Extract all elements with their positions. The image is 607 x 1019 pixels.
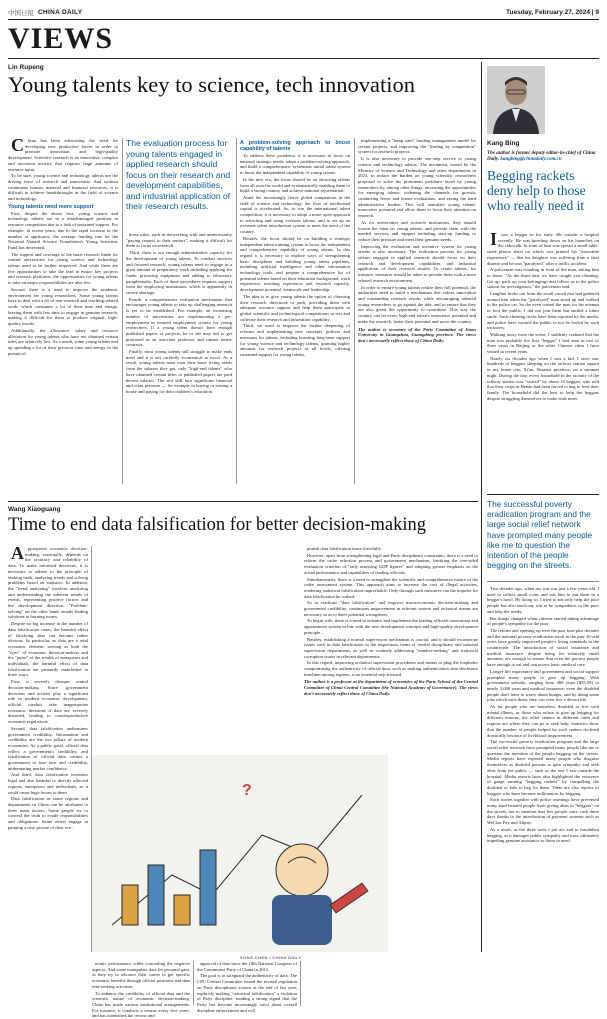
section-rule bbox=[8, 58, 599, 59]
article2-column-top bbox=[487, 229, 599, 494]
paragraph: approval of data since the 18th National Congress of the Communist Party of China in 2012. bbox=[197, 961, 297, 972]
section-title: VIEWS bbox=[8, 22, 114, 55]
paragraph: those titles, such as networking with and unnecessarily "paying respect to their seniors", making it difficult for them to focus on research. bbox=[126, 232, 232, 249]
portrait-photo bbox=[487, 66, 545, 134]
paragraph: Appropriate economic decision-making, essentially, depends on the accuracy and reliability of data. To make informed decisions, it is necessary to adhere to the principle of seeking truth, analyzing trends and solving problems based on statistics. In addition, the "trend analyzing" involves analyzing and understanding the inherent trends of events, representing positive factors and the development direction. "Problem-solving" on the other hand, entails finding solutions to burning issues. bbox=[8, 543, 88, 620]
column-divider bbox=[300, 961, 301, 1006]
paragraph: To address these problems, it is necessary to focus on national strategic needs, adopt a problem-solving approach, and build a comprehensive, systematic initial talent system to boost the independent capability of young talents. bbox=[240, 153, 350, 176]
paragraph: The reform and opening-up over the past four-plus decades and the national poverty eradication work in the past 10-odd years have greatly improved people's living standards in the countryside. The introduction of social insurance and medical insurance, despite being for relatively small amounts, are enough to ensure that even the poorest people have enough to eat and can access basic medical care. bbox=[487, 627, 599, 668]
paragraph: However, apart from strengthening legal and Party disciplinary constraints, there is a need to reform the cadre selection process and government mechanism, breaking the one-sided evaluation criterion of "only assessing GDP figures" and adopting greater emphasis on the actual performance and capabilities of leading officials. bbox=[304, 552, 478, 575]
article3-column-2 bbox=[92, 961, 190, 1019]
paragraph: Third, there is not enough administrative capacity for the development of young talents. To conduct services and focused research, young talents need to engage in a great amount of preparatory work including applying for funds, procuring equipment and adding to laboratory paraphernalia. Each of these procedures requires support from the employing institutions, which is apparently in severe shortage. bbox=[126, 250, 232, 296]
article3-headline: Time to end data falsification for better decision-making bbox=[8, 515, 427, 535]
header-rule bbox=[8, 19, 599, 20]
article1-column-3 bbox=[240, 138, 350, 484]
paragraph: The successful poverty eradication program and the large social relief network have prompted many people like me to question the intention of the people begging on the streets. Media reports have exposed many people who disguise themselves as disabled persons to gain sympathy and seek alms from the public — such as the one I saw outside the hospital. Media reports have also highlighted the existence of gangs running "begging rackets" by compelling the disabled or kids to beg for them. There are also reports of beggars who have become millionaires by begging. bbox=[487, 739, 599, 796]
author-portrait bbox=[487, 66, 545, 134]
paragraph: China has been advocating the need for developing new productive forces in order to promote innovation and high-quality development. Scientific research is an innovative, complex and uncertain activity that requires large amounts of resource input. bbox=[8, 135, 118, 172]
paragraph: And third, data falsification increases legal and also harmful to directly affected regions, enterprises and individuals, as it could cause huge losses to them. bbox=[8, 772, 88, 795]
article1-byline: Lin Rupeng bbox=[8, 64, 44, 71]
paragraph: First, it severely disrupts central decision-making. Since government decisions and actions play a significant role in modern economic development, official conduct take inappropriate economic decisions if data are severely distorted, leading to counterproductive economic regulations. bbox=[8, 679, 88, 725]
article1-pull-quote: The evaluation process for young talents engaged in applied research should focus on their research and development capabilities, and industrial application of their research results. bbox=[126, 138, 231, 211]
paragraph: Besides, the focus should be on building a strategic independent talent training system to boost the independent and comprehensive capability of young talents. In this regard, it is necessary to explore ways of strengthening basic disciplines and building young talent pipelines, including artificial intelligence and other information technology tools, and prepare a comprehensive list of potential talents based on their education background, work experience, teaching experience and research capacity, development potential, teamwork and leadership. bbox=[240, 235, 350, 293]
column-divider bbox=[122, 138, 123, 484]
article3-column-4 bbox=[304, 546, 478, 1006]
paragraph: Improving the evaluation and incentive system for young talents is also necessary. The evaluation process for young talents engaged in applied research should focus on their research and development capabilities, and industrial application of their research results. To retain talents, for instance, measures should be taken to provide them with a more relaxed research environment. bbox=[358, 243, 476, 283]
paragraph: Nearly six decades ago when I was a kid, I once saw hundreds of beggars sleeping on the railway station square in my home city, Xi'an, Shaanxi province, on a summer night. During the day, every household in the vicinity of the railway station was "visited" by about 10 beggars who told that their crops in Henan had been forced to beg to feed their family. The household did the best to help the beggars despite struggling themselves to make ends meet. bbox=[487, 355, 599, 401]
paragraph: Second, data falsification undermines government credibility. Information and credibility are the two pillars of modern economies. As a public good, official data reflect a government's credibility, and falsification of official data creates a government to lose face and credibility, undermining market confidence. bbox=[8, 725, 88, 771]
article2-author-name: Kang Bing bbox=[487, 140, 520, 147]
paragraph: First, despite the above fact, young science and technology talents are in a disadvantaged position in resource competition due to a lack of sustained support. For example, in recent years, due to the rapid increase in the number of applicants, the average funding rate for the National Natural Science Foundation's Young Scientists Fund has decreased. bbox=[8, 210, 118, 250]
paragraph: In order to ensure young talents realize their full potential, the authorities need to build a mechanism that values innovation and outstanding research results while encouraging talented young researchers to go against the tide, and to ensure that they are also given the opportunity to contribute. This way the country can let every high-end talent's innovative potential and make the research, better their potential and serve the country. bbox=[358, 284, 476, 324]
paper-name-cn: 中国日报 bbox=[8, 9, 34, 17]
article1-column-2 bbox=[126, 232, 232, 484]
paragraph: punish data falsification more forcefully. bbox=[307, 546, 382, 551]
subheading: A problem-solving approach to boost capability of talents bbox=[240, 140, 350, 152]
paragraph: Second, there is a need to improve the academic environment for young researchers. Some young talents have to deal with a lot of non-research and teaching-related work, which consumes a lot of their time and energy, leaving them with less time to engage in genuine research, making it difficult for them to produce original, high-quality results. bbox=[8, 286, 118, 327]
paragraph: implementing a "lump sum" funding management model for certain projects, and improving the "leading by competition" system for research projects. bbox=[358, 138, 476, 155]
article3-column-1b bbox=[92, 546, 150, 746]
article2-pull-quote: The successful poverty eradication program and the large social relief network have prompted many people like me to question the intention of the people begging on the streets. bbox=[487, 499, 593, 571]
article1-column-4 bbox=[358, 138, 476, 484]
paragraph: Amid the increasingly fierce global competition in the field of science and technology, the flow of intellectual capital is accelerated. So, to win the international talent competition, it is necessary to adopt a more open approach to attracting and using overseas talents, and to set up an overseas talent introduction system to meet the need of the country. bbox=[240, 194, 350, 235]
illustration-credit: SONG CHEN / CHINA DAILY bbox=[240, 955, 302, 960]
paragraph: nomic performance while concealing the negative aspects. And some manipulate data for personal gain, as they try to advance their career to get specific economic benefits through official positions and data rent-seeking activities. bbox=[92, 961, 190, 989]
paragraph: But things changed when citizens started taking advantage of people's sympathy for the poor. bbox=[487, 615, 599, 627]
paragraph: Finally, most young talents still struggle to make ends meet and it is not carefully economical to excel. As a result, young talents must earn their basic living needs from the salaries they get, only "high-end talents" who have obtained certain titles or published papers are paid decent salaries. The rest still face significant financial and other pressure — for example in buying or renting a house and paying for their children's education. bbox=[126, 349, 232, 394]
date-page: Tuesday, February 27, 2024 | 9 bbox=[506, 8, 599, 16]
paragraph: To begin with, there is a need to enhance and implement the leading officials assessment and appointment system in line with the new development concepts and high-quality development principle. bbox=[304, 618, 478, 635]
author-note: The author is secretary of the Party Committee of Jinan University in Guangzhou, Guangdong province. The views don't necessarily reflect those of China Daily. bbox=[358, 326, 476, 343]
paper-name: CHINA DAILY bbox=[38, 8, 83, 16]
article2-author-bio bbox=[487, 151, 599, 163]
article3-rule bbox=[8, 501, 478, 502]
paragraph: To enhance the credibility of official data and the scientific nature of economic decision-making, China has made various institutional arrangements. For instance, it conducts a census every five years, and has intensified the review and bbox=[92, 990, 190, 1019]
article1-column-1 bbox=[8, 135, 118, 484]
pull-quote-rule bbox=[487, 494, 599, 495]
paragraph: In this regard, improving technical supervision procedures and means to plug the loopholes compromising the authenticity of official data, such as making authentication data disclosure timelines among regions, is an essential step forward. bbox=[304, 660, 478, 677]
paragraph: Third, we need to improve the further deepening of reforms and implementing new concepts, policies and measures for talents, including boosting long-term support for young science and technology talents, granting higher amounts for research projects at all levels, offering sustained support for young talents, bbox=[240, 323, 350, 357]
column-divider bbox=[193, 961, 194, 1006]
paragraph: Additionally, the allowance, salary and resource allocation for young talents who have not obtained certain titles are relatively low. As a result, some young talents end up spending a lot of their precious time and energy in the pursuit of bbox=[8, 327, 118, 356]
paragraph: As a result, as the three tools I put are and to fraudulent begging, as it damages public sympathy and trust, ultimately impeding genuine assistance to those in need. bbox=[487, 826, 599, 844]
column-divider bbox=[354, 138, 355, 484]
paragraph: Besides, establishing a normal supervision mechanism is crucial, and it should incorporate issues such as data falsification in the inspections items of central disciplinary and national supervision departments, as well as routinely addressing "number-seeking" and statistical corruption issues in relevant departments. bbox=[304, 636, 478, 659]
svg-text:?: ? bbox=[242, 782, 252, 799]
article2-column-bottom bbox=[487, 586, 599, 954]
paragraph: Walking away from the scene, I suddenly realized that the man was probably the first "beggar" I had seen in two or three years in Beijing or the other Chinese cities I have visited in recent years. bbox=[487, 331, 599, 355]
paragraph: Such stories together with police warnings have prevented many kind-hearted people from giving alms to "beggars" on the streets, not to mention that few people carry cash these days thanks to the introduction of payment systems such as WeChat Pay and Alipay. bbox=[487, 797, 599, 826]
paragraph: In the new era, the focus should be on attracting talents from all over the world and systematically enabling them to build a strong country and achieve national rejuvenation. bbox=[240, 176, 350, 194]
paragraph: The goal is to safeguard the authenticity of data. The CPC Central Committee issued the revised regulation on Party disciplinary actions at the end of last year, explicitly making "statistical falsification" a violation of Party discipline, sending a strong signal that the Party has become increasingly strict about overall discipline enforcement and will bbox=[197, 973, 297, 1013]
paragraph: Data falsification in some regions and departments in China can be attributed to three main factors. Some people try to conceal the truth to evade responsibilities and obligations. Some others engage in painting a rosy picture of their eco- bbox=[8, 796, 88, 830]
author-note: The author is a professor at the department of economics of the Party School of the Central Committee of China Central Committee (the National Academy of Governance). The views don't necessarily reflect those of China Daily. bbox=[304, 679, 478, 696]
paragraph: To be sure, young science and technology talents are the driving force of research and innovation. And without continuous human, material and financial resources, it is difficult to achieve breakthroughs in the field of science and technology. bbox=[8, 173, 118, 202]
right-column-divider bbox=[481, 62, 482, 952]
paragraph: Two decades ago, when my son was just a few years old, I used to collect small coins and ask him to put them in a beggar's bowl. By doing so, I tried to not only help the poor people but also teach my son to be sympathetic to the poor and help the needy. bbox=[487, 586, 599, 614]
paragraph: Longer life expectancy and government and social support prompted many people to give up begging. With government subsidy, ranging from 400 yuan ($55.59) to nearly 2,000 yuan and medical insurance, even the disabled people don't have to worry about hunger, and by doing some jobs which suits them, they can even live a decent life. bbox=[487, 668, 599, 703]
author-email[interactable]: kangbing@chinadaily.com.cn bbox=[500, 157, 562, 162]
column-divider bbox=[236, 138, 237, 484]
paragraph: Fourth, a comprehensive evaluation mechanism that encourages young talents to take up challenging research is yet to be established. For example, an increasing number of universities are implementing a pre-employment or tenured employment system for young researchers. If a young talent doesn't have enough published papers or projects, he or she may fail to get promoted as an associate professor and cannot renew contracts. bbox=[126, 296, 232, 348]
paragraph: Isaw a beggar in his early 40s outside a hospital recently. He was kneeling down on his haunches on the sidewalk. In front of him was spread a small table-sized plastic sheet on which was printed his "miserable experience" — that his daughter was suffering from a fatal disease and he was "paralyzed" after a traffic accident. bbox=[487, 229, 599, 266]
paragraph: Laughter broke out from the small crowd that had gathered around him when the "paralyzed" man stood up and walked to the police car. So the even cursed the man for his attempt to fool the public. I did not join them but smiled a bitter smile. Such cheating tricks have been reported by the media, and police have warned the public to not be fooled by such tricksters. bbox=[487, 291, 599, 331]
paragraph: Simultaneously, there is a need to strengthen the scientific and comprehensive nature of the cadre assessment system. This approach aims to increase the cost of illegal activities, rendering statistical falsification unprofitable. Only through such measures can the impulse for data falsification be curbed. bbox=[304, 576, 479, 599]
paragraph: As for people who are homeless, disabled or live with mental illness, or those who refuse to give up begging for different reasons, the relief centers in different cities and regions are where they can go to seek help. Statistics show that the number of people helped by such centers declined drastically because of livelihood improvement. bbox=[487, 704, 599, 738]
subheading: Young talents need more support bbox=[8, 203, 94, 210]
paragraph: Despite no big increase in the number of data falsification cases, the harmful effect of falsifying data can become rather obvious. In particular, as data are a vital economic element, serving as both the "eyes" of economic decision-makers and the "pulse" of the wealth of enterprises and individuals, the harmful effect of data falsification are primarily manifested in three ways. bbox=[8, 621, 88, 678]
paragraph: A policeman was standing in front of the man, asking him to leave. "At the third time we have caught you cheating. Get up, pack up your belongings and follow us to the police station for investigation," the policeman said. bbox=[487, 267, 599, 290]
masthead bbox=[8, 8, 82, 17]
pull-quote-rule bbox=[487, 581, 599, 582]
paragraph: As for universities and research institutions, they should loosen the reins on young talents, and provide them with the needed services and support including start-up funding to reduce their pressure and meet their genuine needs. bbox=[358, 219, 476, 242]
page-header bbox=[8, 6, 599, 18]
article1-headline: Young talents key to science, tech innovation bbox=[8, 72, 416, 97]
article2-headline: Begging rackets deny help to those who really need it bbox=[487, 168, 586, 213]
paragraph: The support and coverage of the basic research funds for central universities for young science and technology talents need to be further improved. And while there are few opportunities to take the lead in major, key projects and research platforms, the opportunities for young talents to take on major responsibilities are also few. bbox=[8, 251, 118, 286]
author-bio-text: The author is former deputy editor-in-chief of China Daily. bbox=[487, 151, 596, 162]
paragraph: It is also necessary to provide one-step service to young science and technology talents. The document, issued by the Ministry of Science and Technology and other departments in 2023, to reduce the burden on young scientific researchers proposed to solve the prominent problems faced by young researchers by, among other things, increasing the opportunities for emerging talents, widening the channels for growth, conducting fewer and leaner evaluations, and easing the hard administrative burden. This will stimulate young talents' innovative potential and allow them to focus their attention on research. bbox=[358, 156, 476, 219]
paragraph: The idea is to give young talents the option of choosing their research directions or path, providing them with adequate resource support and help them participate in global scientific and technological competitions to test and cultivate their research and innovation capability. bbox=[240, 293, 350, 322]
paragraph: So to eradicate "data falsification" and improve macroeconomic decision-making and government credibility, continuous improvement in relevant system and technical means are necessary so as to deter potential wrongdoers. bbox=[304, 600, 478, 617]
article3-byline: Wang Xiaoguang bbox=[8, 506, 61, 513]
article3-column-1 bbox=[8, 543, 88, 952]
article3-column-3 bbox=[197, 961, 297, 1013]
